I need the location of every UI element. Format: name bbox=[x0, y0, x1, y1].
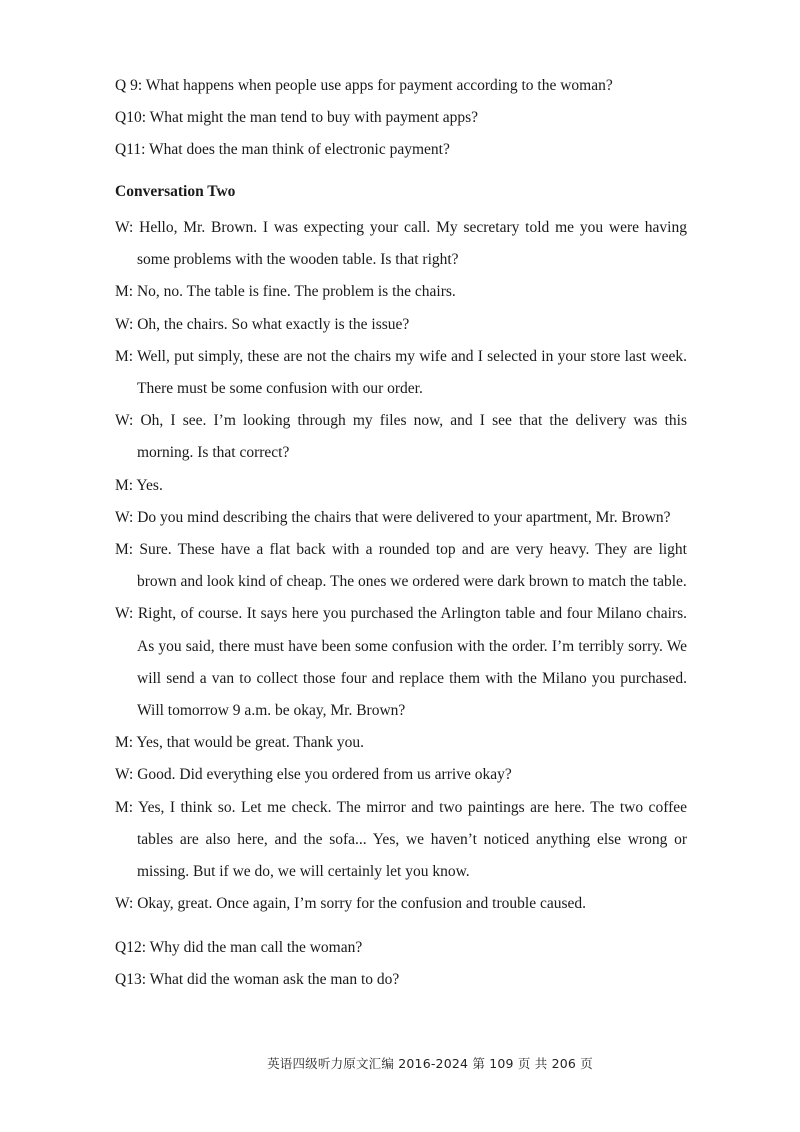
dialogue bbox=[115, 212, 687, 920]
dialogue-turn: W: Oh, the chairs. So what exactly is the issue? bbox=[115, 315, 410, 333]
section-heading: Conversation Two bbox=[115, 183, 236, 200]
question-list-bottom bbox=[115, 932, 687, 996]
dialogue-turn: M: Yes. bbox=[115, 476, 163, 494]
dialogue-turn: W: Oh, I see. I’m looking through my files now, and I see that the delivery was this morning. Is that correct? bbox=[115, 412, 687, 462]
dialogue-turn: M: Yes, that would be great. Thank you. bbox=[115, 734, 364, 752]
dialogue-turn: M: No, no. The table is fine. The problem is the chairs. bbox=[115, 283, 456, 301]
page-footer: 英语四级听力原文汇编 2016-2024 第 109 页 共 206 页 bbox=[267, 1056, 593, 1071]
dialogue-turn: M: Sure. These have a flat back with a rounded top and are very heavy. They are light brown and look kind of cheap. The ones we ordered were dark brown to match the table. bbox=[115, 541, 687, 591]
question-item: Q 9: What happens when people use apps for payment according to the woman? bbox=[115, 77, 613, 94]
question-item: Q12: Why did the man call the woman? bbox=[115, 939, 363, 957]
dialogue-turn: W: Hello, Mr. Brown. I was expecting your call. My secretary told me you were having some problems with the wooden table. Is that right? bbox=[115, 219, 687, 269]
question-item: Q13: What did the woman ask the man to do? bbox=[115, 971, 400, 989]
dialogue-turn: W: Good. Did everything else you ordered from us arrive okay? bbox=[115, 766, 512, 784]
dialogue-turn: W: Do you mind describing the chairs that were delivered to your apartment, Mr. Brown? bbox=[115, 508, 671, 526]
page-content bbox=[115, 70, 687, 996]
question-item: Q11: What does the man think of electronic payment? bbox=[115, 141, 450, 158]
dialogue-turn: W: Okay, great. Once again, I’m sorry for the confusion and trouble caused. bbox=[115, 895, 587, 913]
dialogue-turn: M: Well, put simply, these are not the chairs my wife and I selected in your store last week. There must be some confusion with our order. bbox=[115, 347, 687, 398]
dialogue-turn: M: Yes, I think so. Let me check. The mirror and two paintings are here. The two coffee tables are also here, and the sofa... Yes, we haven’t noticed anything else wrong or missing. But if we do, we will certainly let you know. bbox=[115, 798, 687, 881]
question-item: Q10: What might the man tend to buy with payment apps? bbox=[115, 109, 479, 126]
question-list-top bbox=[115, 70, 687, 166]
dialogue-turn: W: Right, of course. It says here you purchased the Arlington table and four Milano chairs. As you said, there must have been some confusion with the order. I’m terribly sorry. We will send a van to collect those four and replace them with the Milano you purchased. Will tomorrow 9 a.m. be okay, Mr. Brown? bbox=[115, 605, 687, 720]
